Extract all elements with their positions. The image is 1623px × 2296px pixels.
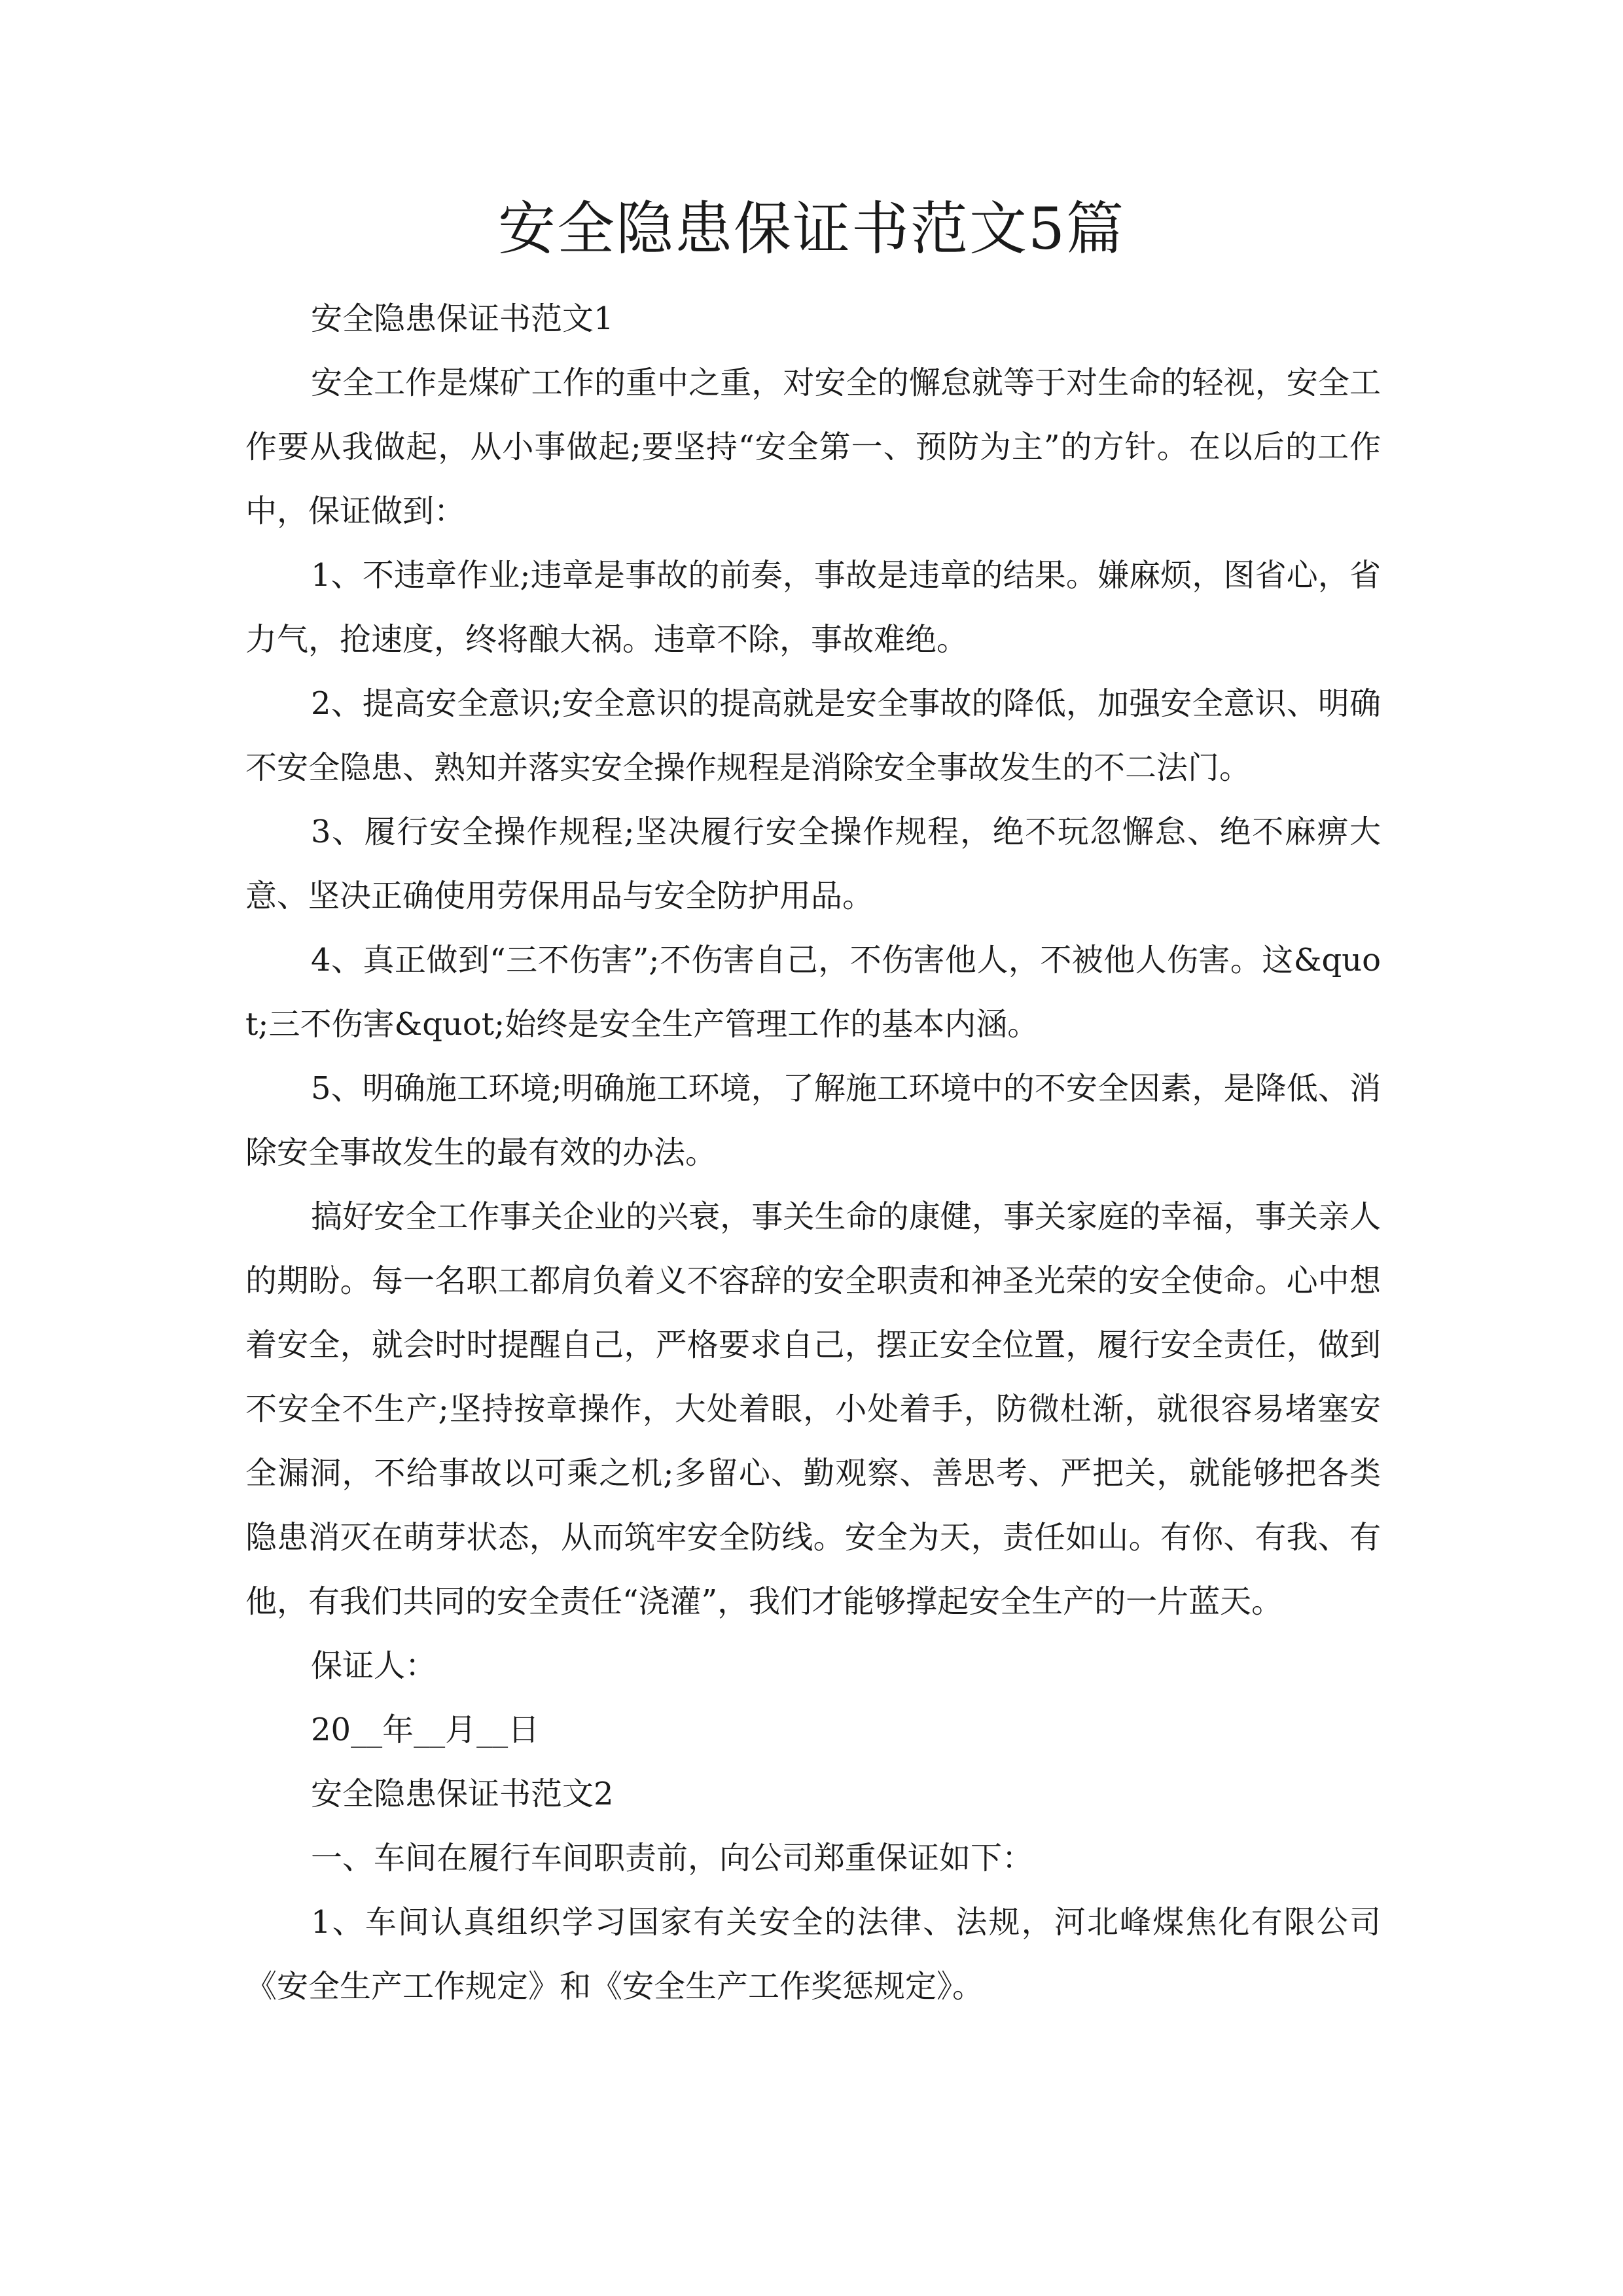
paragraph-intro: 安全工作是煤矿工作的重中之重，对安全的懈怠就等于对生命的轻视，安全工作要从我做起，从小事做起;要坚持“安全第一、预防为主”的方针。在以后的工作中，保证做到： <box>245 365 1381 529</box>
paragraph-item-3: 3、履行安全操作规程;坚决履行安全操作规程，绝不玩忽懈怠、绝不麻痹大意、坚决正确使用劳保用品与安全防护用品。 <box>245 814 1381 914</box>
paragraph-s2-intro: 一、车间在履行车间职责前，向公司郑重保证如下： <box>311 1840 1034 1876</box>
section-heading-1: 安全隐患保证书范文1 <box>311 300 614 337</box>
paragraph-item-5: 5、明确施工环境;明确施工环境，了解施工环境中的不安全因素，是降低、消除安全事故发生的最有效的办法。 <box>245 1070 1381 1171</box>
document-body <box>245 287 1381 2018</box>
paragraph-conclusion: 搞好安全工作事关企业的兴衰，事关生命的康健，事关家庭的幸福，事关亲人的期盼。每一名职工都肩负着义不容辞的安全职责和神圣光荣的安全使命。心中想着安全，就会时时提醒自己，严格要求自己，摆正安全位置，履行安全责任，做到不安全不生产;坚持按章操作，大处着眼，小处着手，防微杜渐，就很容易堵塞安全漏洞，不给事故以可乘之机;多留心、勤观察、善思考、严把关，就能够把各类隐患消灭在萌芽状态，从而筑牢安全防线。安全为天，责任如山。有你、有我、有他，有我们共同的安全责任“浇灌”，我们才能够撑起安全生产的一片蓝天。 <box>245 1198 1381 1620</box>
date-line: 20__年__月__日 <box>311 1712 540 1748</box>
paragraph-item-2: 2、提高安全意识;安全意识的提高就是安全事故的降低，加强安全意识、明确不安全隐患、熟知并落实安全操作规程是消除安全事故发生的不二法门。 <box>245 685 1381 786</box>
paragraph-item-4: 4、真正做到“三不伤害”;不伤害自己，不伤害他人，不被他人伤害。这&quot;三不伤害&quot;始终是安全生产管理工作的基本内涵。 <box>245 942 1381 1043</box>
paragraph-item-1: 1、不违章作业;违章是事故的前奏，事故是违章的结果。嫌麻烦，图省心，省力气，抢速度，终将酿大祸。违章不除，事故难绝。 <box>245 557 1381 658</box>
document-title: 安全隐患保证书范文5篇 <box>498 195 1125 262</box>
section-heading-2: 安全隐患保证书范文2 <box>311 1776 614 1812</box>
paragraph-s2-item-1: 1、车间认真组织学习国家有关安全的法律、法规，河北峰煤焦化有限公司《安全生产工作规定》和《安全生产工作奖惩规定》。 <box>245 1904 1381 2005</box>
guarantor-label: 保证人： <box>311 1647 437 1684</box>
